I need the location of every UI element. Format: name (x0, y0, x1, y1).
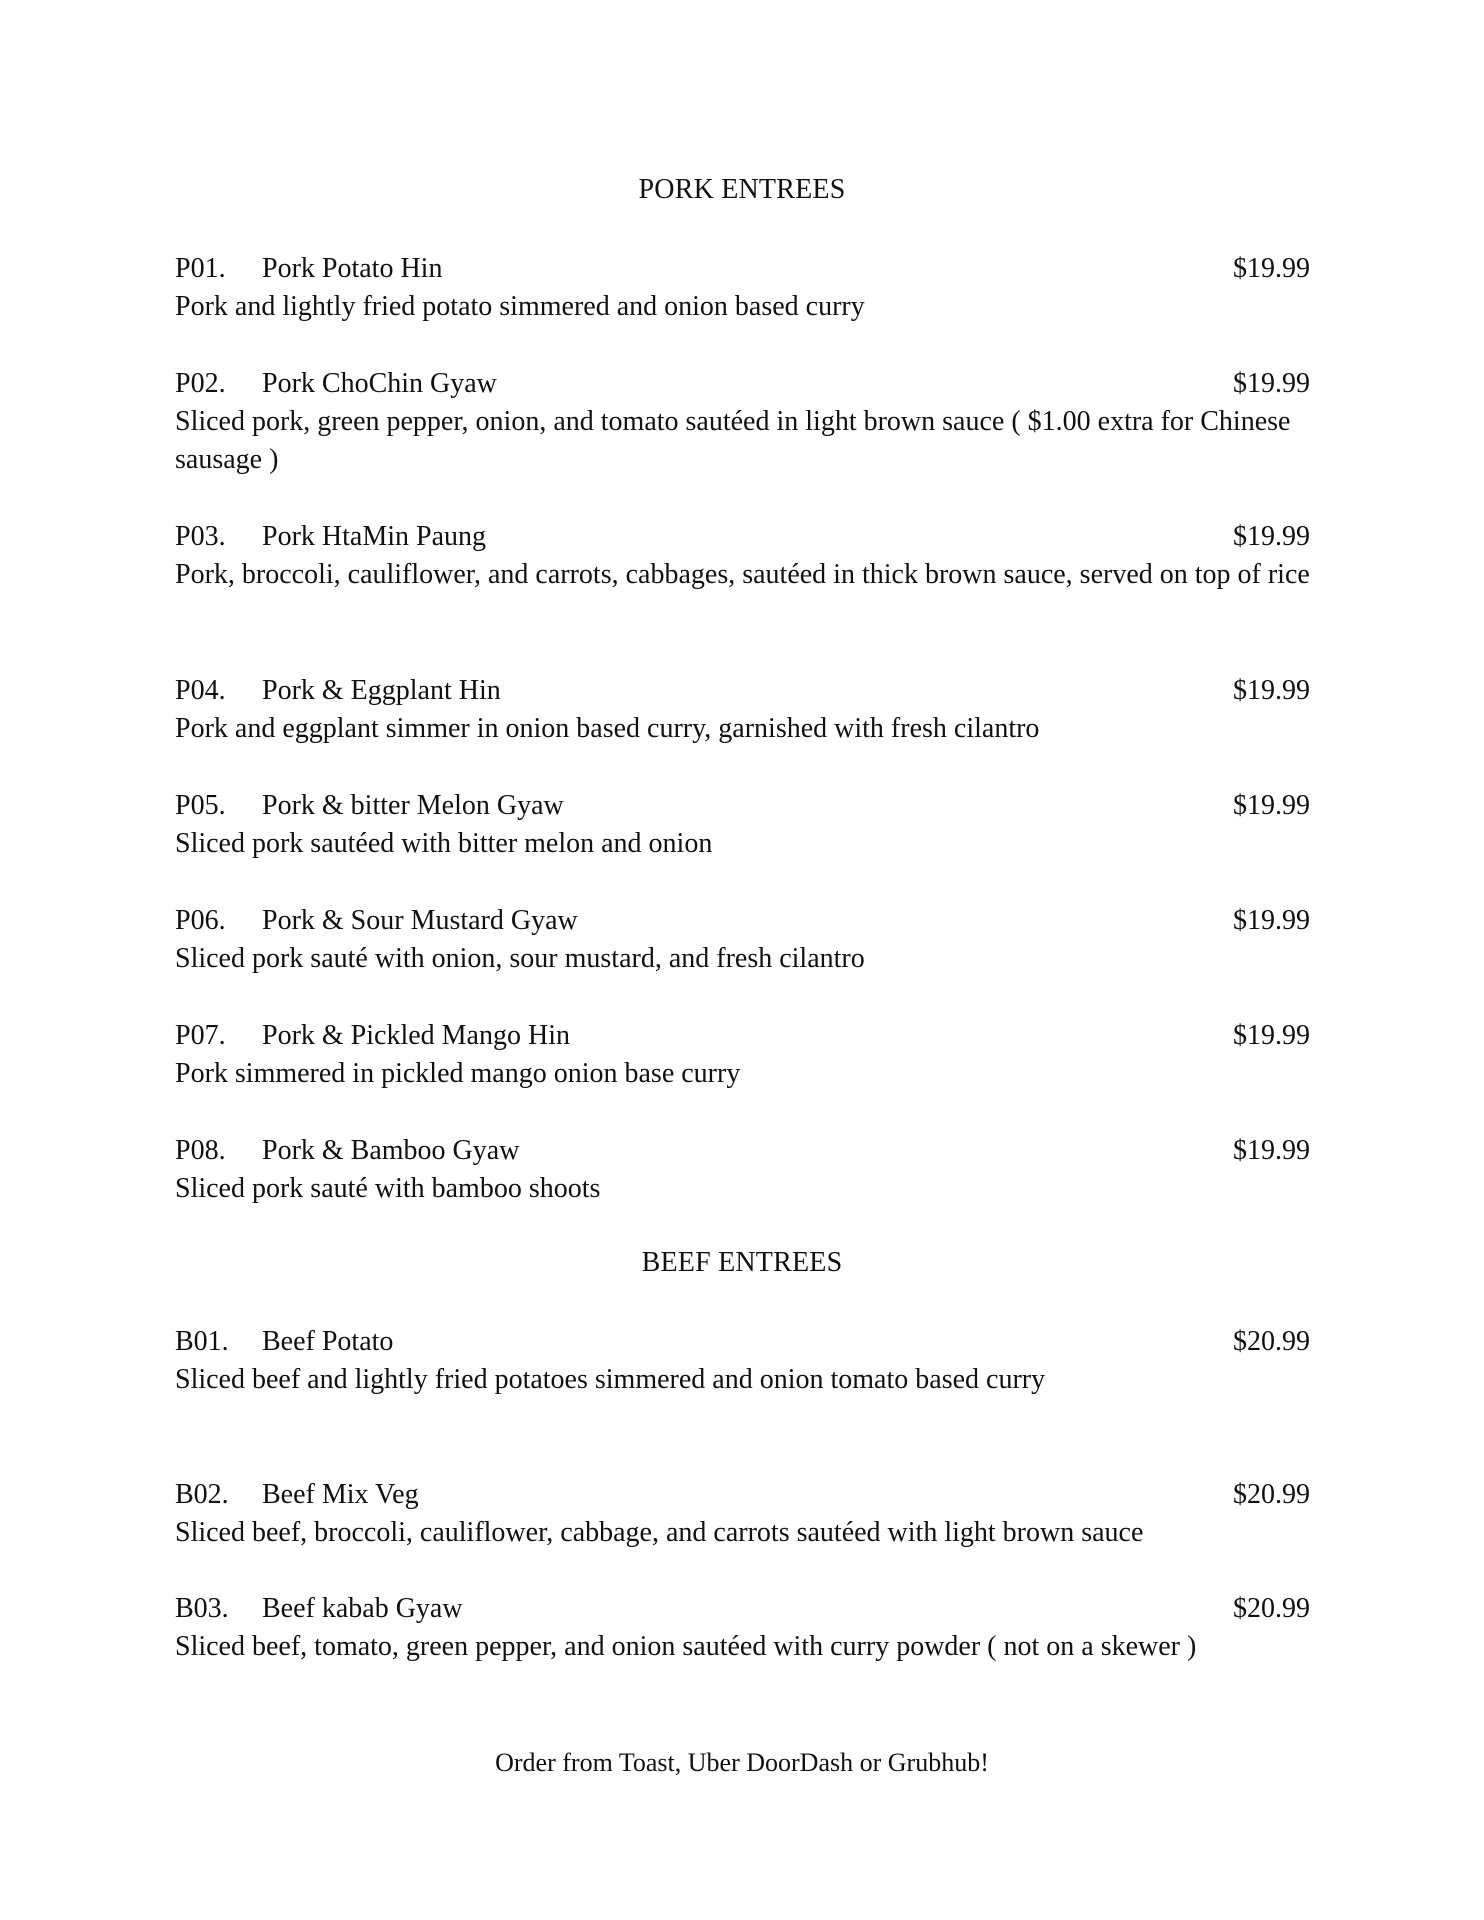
item-price: $19.99 (1233, 521, 1310, 552)
item-price: $19.99 (1233, 790, 1310, 821)
item-description: Sliced beef, tomato, green pepper, and onion sautéed with curry powder ( not on a skewer ) (175, 1631, 1197, 1662)
item-name: Pork ChoChin Gyaw (262, 368, 497, 399)
item-price: $20.99 (1233, 1479, 1310, 1510)
item-price: $19.99 (1233, 1020, 1310, 1051)
item-code: P05. (175, 790, 226, 821)
item-code: P02. (175, 368, 226, 399)
item-price: $19.99 (1233, 253, 1310, 284)
item-name: Pork & Pickled Mango Hin (262, 1020, 570, 1051)
item-name: Beef Mix Veg (262, 1479, 419, 1510)
item-price: $20.99 (1233, 1326, 1310, 1357)
item-name: Pork Potato Hin (262, 253, 443, 284)
item-name: Pork HtaMin Paung (262, 521, 486, 552)
menu-item-b02 (175, 1476, 1310, 1552)
item-code: P08. (175, 1135, 226, 1166)
item-description: Sliced pork sauté with bamboo shoots (175, 1173, 601, 1204)
item-description: Pork and eggplant simmer in onion based curry, garnished with fresh cilantro (175, 713, 1040, 744)
item-name: Beef Potato (262, 1326, 394, 1357)
item-code: P07. (175, 1020, 226, 1051)
item-description: Pork and lightly fried potato simmered and onion based curry (175, 291, 865, 322)
pork-entrees-heading: PORK ENTREES (638, 174, 846, 205)
beef-entrees-heading: BEEF ENTREES (641, 1247, 843, 1278)
item-description: Pork, broccoli, cauliflower, and carrots, cabbages, sautéed in thick brown sauce, served on top of rice (175, 559, 1310, 590)
menu-item-p05 (175, 787, 1310, 863)
menu-item-p08 (175, 1132, 1310, 1208)
menu-item-p07 (175, 1017, 1310, 1093)
item-code: P03. (175, 521, 226, 552)
item-name: Beef kabab Gyaw (262, 1593, 463, 1624)
item-code: B02. (175, 1479, 229, 1510)
item-name: Pork & Sour Mustard Gyaw (262, 905, 578, 936)
item-price: $19.99 (1233, 1135, 1310, 1166)
item-name: Pork & Eggplant Hin (262, 675, 501, 706)
item-description: Sliced beef and lightly fried potatoes simmered and onion tomato based curry (175, 1364, 1046, 1395)
menu-item-p03 (175, 518, 1310, 594)
item-price: $19.99 (1233, 368, 1310, 399)
menu-item-p01 (175, 250, 1310, 326)
item-code: B03. (175, 1593, 229, 1624)
item-description: Pork simmered in pickled mango onion base curry (175, 1058, 741, 1089)
menu-item-p02 (175, 365, 1310, 479)
menu-item-b03 (175, 1590, 1310, 1666)
menu-item-b01 (175, 1323, 1310, 1399)
item-description: Sliced beef, broccoli, cauliflower, cabbage, and carrots sautéed with light brown sauce (175, 1517, 1144, 1548)
item-description: Sliced pork sauté with onion, sour mustard, and fresh cilantro (175, 943, 865, 974)
item-price: $20.99 (1233, 1593, 1310, 1624)
item-description: Sliced pork, green pepper, onion, and tomato sautéed in light brown sauce ( $1.00 extra for Chinese sausage ) (175, 406, 1291, 475)
item-code: P01. (175, 253, 226, 284)
item-price: $19.99 (1233, 905, 1310, 936)
item-code: B01. (175, 1326, 229, 1357)
item-code: P06. (175, 905, 226, 936)
item-code: P04. (175, 675, 226, 706)
item-description: Sliced pork sautéed with bitter melon and onion (175, 828, 713, 859)
menu-item-p04 (175, 672, 1310, 748)
item-name: Pork & bitter Melon Gyaw (262, 790, 564, 821)
order-footer: Order from Toast, Uber DoorDash or Grubhub! (495, 1748, 989, 1777)
menu-item-p06 (175, 902, 1310, 978)
item-price: $19.99 (1233, 675, 1310, 706)
item-name: Pork & Bamboo Gyaw (262, 1135, 520, 1166)
